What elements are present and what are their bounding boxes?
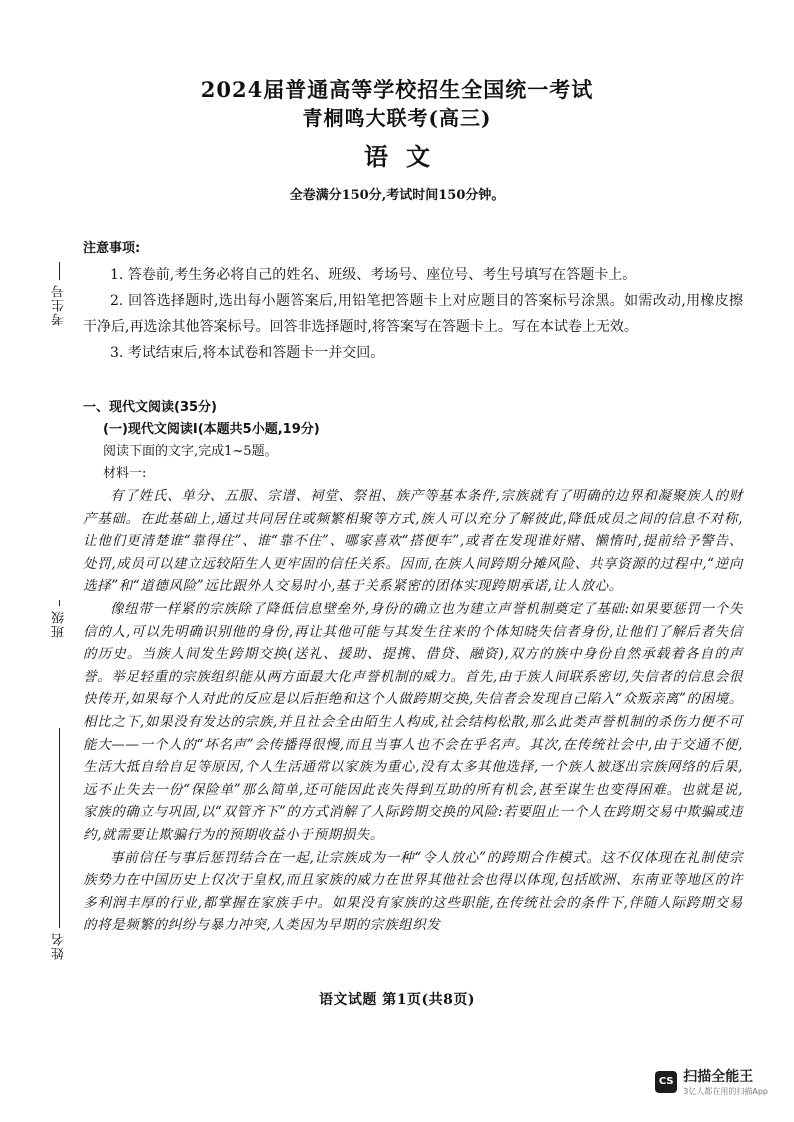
page-footer: 语文试题 第1页(共8页) [318,992,476,1008]
class-label: 班级 [52,610,67,638]
class-field [50,600,69,638]
note-item: 1. 答卷前,考生务必将自己的姓名、班级、考场号、座位号、考生号填写在答题卡上。 [110,267,637,283]
score-time-info: 全卷满分150分,考试时间150分钟。 [289,188,505,203]
material-paragraph: 事前信任与事后惩罚结合在一起,让宗族成为一种“令人放心”的跨期合作模式。这不仅体现在礼制使宗族势力在中国历史上仅次于皇权,而且家族的威力在世界其他社会也得以体现,包括欧洲、东南亚等地区的许多利润丰厚的行业,都掌握在家族手中。如果没有家族的这些职能,在传统社会的条件下,伴随人际跨期交易的将是频繁的纠纷与暴力冲突,人类因为早期的宗族组织发 [83,849,743,934]
subject-title: 语文 [364,142,448,171]
watermark-text [683,1066,768,1097]
watermark-app-name: 扫描全能王 [683,1069,754,1085]
exam-number-label: 考生号 [52,284,67,326]
notes-block [83,236,743,366]
material-title: 材料一: [103,466,147,481]
name-label: 姓名 [52,932,67,960]
note-item: 2. 回答选择题时,选出每小题答案后,用铅笔把答题卡上对应题目的答案标号涂黑。如需改动,用橡皮擦干净后,再选涂其他答案标号。回答非选择题时,将答案写在答题卡上。写在本试卷上无效。 [83,293,743,335]
material-paragraph: 像纽带一样紧的宗族除了降低信息壁垒外,身份的确立也为建立声誉机制奠定了基础:如果要惩罚一个失信的人,可以先明确识别他的身份,再让其他可能与其发生往来的个体知晓失信者身份,让他们了解后者失信的历史。当族人间发生跨期交换(送礼、援助、提携、借贷、融资),双方的族中身份自然承载着各自的声誉。举足轻重的宗族组织能从两方面最大化声誉机制的威力。首先,由于族人间联系密切,失信者的信息会很快传开,如果每个人对此的反应是以后拒绝和这个人做跨期交换,失信者会发现自己陷入“众叛亲离”的困境。相比之下,如果没有发达的宗族,并且社会全由陌生人构成,社会结构松散,那么此类声誉机制的杀伤力便不可能大——一个人的“坏名声”会传播得很慢,而且当事人也不会在乎名声。其次,在传统社会中,由于交通不便,生活大抵自给自足等原因,个人生活通常以家族为重心,没有太多其他选择,一个族人被逐出宗族网络的后果,远不止失去一份“保险单”那么简单,还可能因此丧失得到互助的所有机会,甚至谋生也变得困难。也就是说,家族的确立与巩固,以“双管齐下”的方式消解了人际跨期交换的风险:若要阻止一个人在跨期交易中欺骗或违约,就需要让欺骗行为的预期收益小于预期损失。 [83,600,743,843]
note-item: 3. 考试结束后,将本试卷和答题卡一并交回。 [110,345,385,361]
material-paragraph: 有了姓氏、单分、五服、宗谱、祠堂、祭祖、族产等基本条件,宗族就有了明确的边界和凝聚族人的财产基础。在此基础上,通过共同居住或频繁相聚等方式,族人可以充分了解彼此,降低成员之间的信息不对称,让他们更清楚谁“靠得住”、谁“靠不住”、哪家喜欢“搭便车”,或者在发现谁好赌、懒惰时,提前给予警告、处罚,成员可以建立远较陌生人更牢固的信任关系。因而,在族人间跨期分摊风险、共享资源的过程中,“逆向选择”和“道德风险”远比跟外人交易时小,基于关系紧密的团体实现跨期承诺,让人放心。 [83,488,743,595]
exam-title: 2024届普通高等学校招生全国统一考试 [200,77,594,102]
exam-subtitle: 青桐鸣大联考(高三) [302,106,492,130]
notes-heading: 注意事项: [83,241,141,256]
section-heading: 一、现代文阅读(35分) [83,400,217,415]
scanner-watermark [655,1066,768,1097]
name-line [59,728,60,928]
exam-number-line [59,262,60,280]
reading-instruction: 阅读下面的文字,完成1~5题。 [103,444,278,459]
reading-section [83,397,743,937]
camscanner-logo-icon: CS [655,1071,677,1093]
name-field [50,728,69,960]
class-line [59,600,60,606]
watermark-slogan: 3亿人都在用的扫描App [683,1087,768,1096]
subsection-heading: (一)现代文阅读Ⅰ(本题共5小题,19分) [103,422,320,437]
exam-number-field [50,262,69,326]
